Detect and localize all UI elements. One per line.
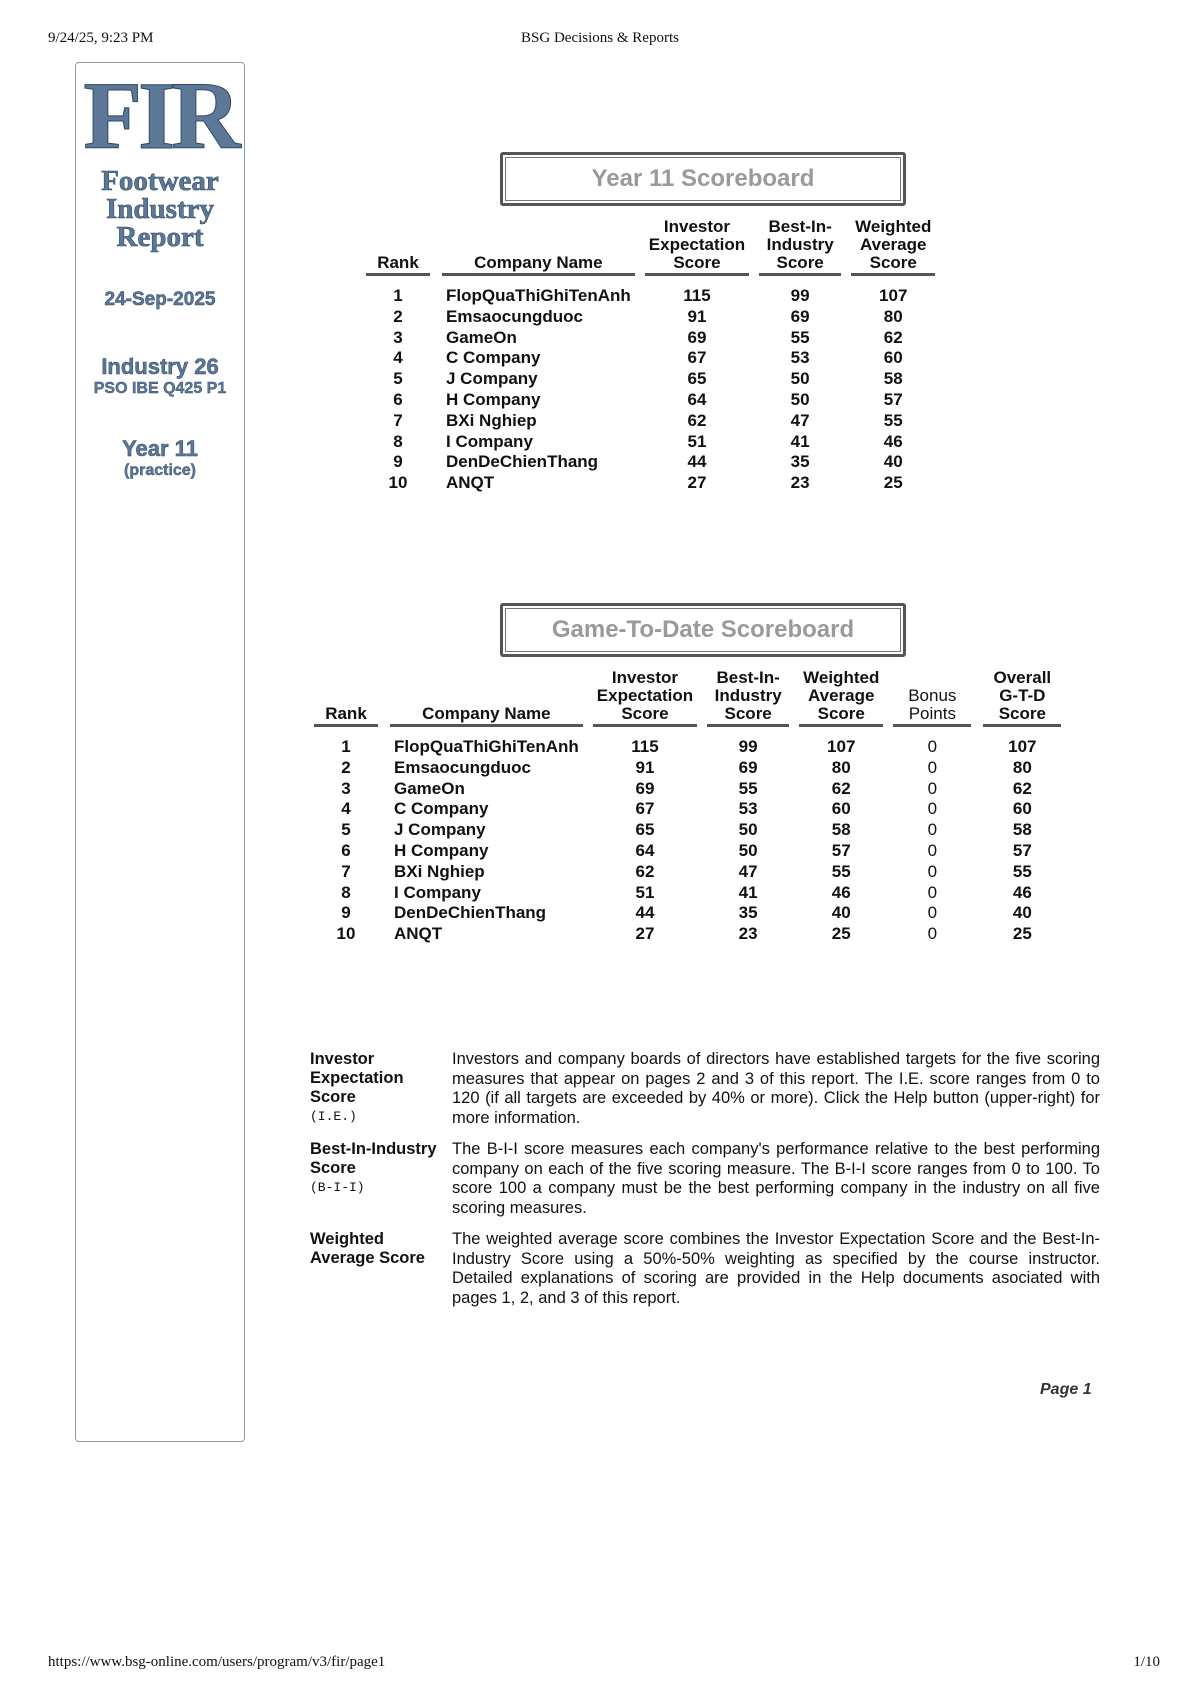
- bii-score-cell: 50: [790, 389, 810, 409]
- company-cell: GameOn: [394, 778, 465, 798]
- report-title-line: Report: [116, 221, 204, 253]
- col-bii: [707, 669, 789, 726]
- wa-score-cell: 80: [883, 306, 903, 326]
- report-date: 24-Sep-2025: [104, 289, 216, 310]
- company-cell: FlopQuaThiGhiTenAnh: [394, 737, 579, 756]
- wa-score-cell: 40: [883, 452, 903, 472]
- company-cell: J Company: [446, 369, 538, 389]
- report-title: [76, 167, 244, 251]
- wa-score-cell: 55: [831, 861, 851, 881]
- industry-label: Industry 26: [101, 354, 219, 379]
- definition-abbr: (I.E.): [310, 1109, 357, 1124]
- report-sidebar: [75, 62, 245, 1442]
- ie-score-cell: 115: [631, 737, 659, 756]
- bonus-points-cell: 0: [927, 757, 938, 777]
- year-label: Year 11: [122, 436, 198, 461]
- year-scoreboard-title: Year 11 Scoreboard: [505, 157, 901, 201]
- report-title-line: Industry: [106, 193, 214, 225]
- ie-score-cell: 115: [683, 286, 711, 305]
- bii-score-cell: 69: [790, 306, 810, 326]
- col-overall-line: Score: [998, 704, 1046, 723]
- col-bii-line: Industry: [714, 686, 782, 705]
- col-overall: [983, 669, 1061, 726]
- company-cell: BXi Nghiep: [446, 410, 537, 430]
- wa-score-cell: 57: [883, 389, 903, 409]
- bonus-points-cell: 0: [927, 924, 938, 944]
- col-bonus-line: Points: [908, 704, 956, 723]
- ie-score-cell: 62: [687, 410, 707, 430]
- company-cell: DenDeChienThang: [394, 903, 547, 923]
- wa-score-cell: 60: [831, 799, 851, 819]
- wa-score-cell: 55: [883, 410, 903, 430]
- bii-score-cell: 99: [790, 286, 810, 305]
- rank-cell: 3: [341, 778, 351, 798]
- table-row: [366, 473, 935, 494]
- wa-score-cell: 58: [831, 820, 851, 840]
- bonus-points-cell: 0: [927, 861, 938, 881]
- print-url[interactable]: [48, 1654, 385, 1671]
- table-row: [314, 779, 1061, 800]
- overall-score-cell: 40: [1012, 903, 1032, 923]
- wa-score-cell: 62: [831, 778, 851, 798]
- rank-cell: 2: [341, 757, 351, 777]
- overall-score-cell: 60: [1012, 799, 1032, 819]
- year-scoreboard-table: [366, 218, 935, 494]
- bii-score-cell: 23: [738, 924, 758, 944]
- ie-score-cell: 51: [687, 431, 707, 451]
- year-sublabel: (practice): [123, 462, 197, 479]
- table-row: [314, 924, 1061, 945]
- col-ie: [593, 669, 697, 726]
- bii-score-cell: 69: [738, 757, 758, 777]
- ie-score-cell: 51: [635, 882, 655, 902]
- col-wa: [799, 669, 883, 726]
- col-company: Company Name: [442, 218, 635, 275]
- ie-score-cell: 67: [635, 799, 655, 819]
- overall-score-cell: 58: [1012, 820, 1032, 840]
- table-row: [314, 799, 1061, 820]
- bonus-points-cell: 0: [927, 882, 938, 902]
- table-row: [366, 432, 935, 453]
- col-ie-line: Expectation: [596, 686, 694, 705]
- table-row: [366, 369, 935, 390]
- overall-score-cell: 80: [1012, 757, 1032, 777]
- overall-score-cell: 62: [1012, 778, 1032, 798]
- bii-score-cell: 35: [738, 903, 758, 923]
- col-bii-line: Best-In-: [768, 217, 832, 236]
- ie-score-cell: 69: [635, 778, 655, 798]
- gtd-scoreboard-rows: [314, 726, 1061, 945]
- rank-cell: 5: [341, 820, 351, 840]
- col-bii-line: Score: [776, 253, 824, 272]
- col-ie-line: Score: [621, 704, 669, 723]
- col-ie-line: Investor: [663, 217, 731, 236]
- company-cell: I Company: [394, 882, 481, 902]
- wa-score-cell: 46: [831, 882, 851, 902]
- rank-cell: 2: [393, 306, 403, 326]
- rank-cell: 7: [393, 410, 403, 430]
- wa-score-cell: 25: [831, 924, 851, 944]
- col-wa-line: Weighted: [855, 217, 932, 236]
- rank-cell: 8: [341, 882, 351, 902]
- bii-score-cell: 47: [790, 410, 810, 430]
- col-wa-line: Average: [808, 686, 875, 705]
- print-url-link[interactable]: https://www.bsg-online.com/users/program/v3/fir/page1: [48, 1654, 386, 1670]
- bii-score-cell: 23: [790, 473, 810, 493]
- table-row: [366, 328, 935, 349]
- col-wa-line: Weighted: [803, 668, 880, 687]
- col-ie-line: Score: [673, 253, 721, 272]
- definition-term-line: Score: [310, 1159, 356, 1177]
- bii-score-cell: 55: [738, 778, 758, 798]
- company-cell: ANQT: [446, 473, 495, 493]
- rank-cell: 10: [388, 473, 408, 493]
- wa-score-cell: 107: [827, 737, 856, 756]
- rank-cell: 1: [393, 286, 403, 305]
- print-title: BSG Decisions & Reports: [521, 30, 679, 46]
- definition-term: [310, 1050, 452, 1128]
- ie-score-cell: 69: [687, 327, 707, 347]
- rank-cell: 8: [393, 431, 403, 451]
- bii-score-cell: 47: [738, 861, 758, 881]
- rank-cell: 6: [341, 840, 351, 860]
- ie-score-cell: 65: [635, 820, 655, 840]
- col-wa-line: Score: [869, 253, 917, 272]
- wa-score-cell: 80: [831, 757, 851, 777]
- table-row: [314, 726, 1061, 758]
- page-label: Page 1: [1040, 1381, 1092, 1398]
- wa-score-cell: 60: [883, 348, 903, 368]
- rank-cell: 3: [393, 327, 403, 347]
- bii-score-cell: 53: [738, 799, 758, 819]
- industry-sublabel: PSO IBE Q425 P1: [93, 380, 227, 397]
- rank-cell: 4: [341, 799, 351, 819]
- bii-score-cell: 41: [790, 431, 810, 451]
- definition-text: The B-I-I score measures each company's performance relative to the best performing company on each of the five scoring measure. The B-I-I score ranges from 0 to 100. To score 100 a company must be the best performing company in the industry on all five scoring measures.: [452, 1140, 1100, 1217]
- gtd-scoreboard-title: Game-To-Date Scoreboard: [505, 608, 901, 652]
- definition-ie: [310, 1050, 1100, 1128]
- col-bii-line: Industry: [766, 235, 834, 254]
- ie-score-cell: 62: [635, 861, 655, 881]
- definition-term-line: Average Score: [310, 1249, 425, 1267]
- table-row: [314, 758, 1061, 779]
- col-overall-line: G-T-D: [999, 686, 1046, 705]
- year-scoreboard-rows: [366, 275, 935, 494]
- col-rank: Rank: [366, 218, 430, 275]
- col-bonus: [893, 669, 971, 726]
- company-cell: DenDeChienThang: [446, 452, 599, 472]
- wa-score-cell: 46: [883, 431, 903, 451]
- bii-score-cell: 99: [738, 737, 758, 756]
- table-row: [314, 841, 1061, 862]
- col-ie-line: Investor: [611, 668, 679, 687]
- print-datetime: 9/24/25, 9:23 PM: [48, 30, 154, 46]
- wa-score-cell: 40: [831, 903, 851, 923]
- definition-text: The weighted average score combines the Investor Expectation Score and the Best-In-Industry Score using a 50%-50% weighting as specified by the course instructor. Detailed explanations of scoring are provided in the Help documents asociated with pages 1, 2, and 3 of this report.: [452, 1230, 1100, 1307]
- rank-cell: 9: [341, 903, 351, 923]
- definition-term-line: Score: [310, 1088, 356, 1106]
- company-cell: C Company: [394, 799, 489, 819]
- ie-score-cell: 67: [687, 348, 707, 368]
- col-ie: [645, 218, 749, 275]
- ie-score-cell: 65: [687, 369, 707, 389]
- company-cell: FlopQuaThiGhiTenAnh: [446, 286, 631, 305]
- ie-score-cell: 64: [687, 389, 707, 409]
- wa-score-cell: 25: [883, 473, 903, 493]
- overall-score-cell: 57: [1012, 840, 1032, 860]
- report-title-line: Footwear: [101, 165, 219, 197]
- rank-cell: 6: [393, 389, 403, 409]
- wa-score-cell: 58: [883, 369, 903, 389]
- bii-score-cell: 55: [790, 327, 810, 347]
- rank-cell: 1: [341, 737, 351, 756]
- ie-score-cell: 91: [635, 757, 655, 777]
- definition-wa: [310, 1230, 1100, 1308]
- col-bii: [759, 218, 841, 275]
- print-page-count: 1/10: [1133, 1654, 1160, 1670]
- definition-bii: [310, 1140, 1100, 1218]
- col-ie-line: Expectation: [648, 235, 746, 254]
- col-bii-line: Score: [724, 704, 772, 723]
- table-row: [366, 275, 935, 307]
- col-wa-line: Score: [817, 704, 865, 723]
- bii-score-cell: 50: [790, 369, 810, 389]
- table-row: [366, 452, 935, 473]
- overall-score-cell: 46: [1012, 882, 1032, 902]
- col-bii-line: Best-In-: [716, 668, 780, 687]
- rank-cell: 4: [393, 348, 403, 368]
- rank-cell: 7: [341, 861, 351, 881]
- table-row: [314, 862, 1061, 883]
- table-row: [314, 820, 1061, 841]
- overall-score-cell: 107: [1008, 737, 1037, 756]
- bonus-points-cell: 0: [927, 820, 938, 840]
- overall-score-cell: 55: [1012, 861, 1032, 881]
- ie-score-cell: 91: [687, 306, 707, 326]
- definition-term-line: Investor: [310, 1050, 375, 1068]
- company-cell: BXi Nghiep: [394, 861, 485, 881]
- col-wa: [851, 218, 935, 275]
- fir-logo: FIR: [83, 62, 237, 169]
- bonus-points-cell: 0: [927, 737, 938, 756]
- definition-term: [310, 1230, 452, 1308]
- table-row: [314, 883, 1061, 904]
- bii-score-cell: 50: [738, 840, 758, 860]
- overall-score-cell: 25: [1012, 924, 1032, 944]
- bonus-points-cell: 0: [927, 840, 938, 860]
- col-wa-line: Average: [860, 235, 927, 254]
- bonus-points-cell: 0: [927, 903, 938, 923]
- table-row: [366, 390, 935, 411]
- company-cell: I Company: [446, 431, 533, 451]
- company-cell: H Company: [394, 840, 489, 860]
- table-row: [366, 348, 935, 369]
- company-cell: J Company: [394, 820, 486, 840]
- ie-score-cell: 27: [635, 924, 655, 944]
- rank-cell: 10: [336, 924, 356, 944]
- definition-term-line: Expectation: [310, 1069, 404, 1087]
- company-cell: Emsaocungduoc: [394, 757, 531, 777]
- table-row: [366, 307, 935, 328]
- ie-score-cell: 44: [635, 903, 655, 923]
- gtd-scoreboard-title-box: [500, 603, 906, 657]
- bii-score-cell: 53: [790, 348, 810, 368]
- wa-score-cell: 107: [879, 286, 908, 305]
- company-cell: ANQT: [394, 924, 443, 944]
- bonus-points-cell: 0: [927, 799, 938, 819]
- rank-cell: 9: [393, 452, 403, 472]
- definition-abbr: (B-I-I): [310, 1180, 365, 1195]
- rank-cell: 5: [393, 369, 403, 389]
- col-overall-line: Overall: [993, 668, 1052, 687]
- score-definitions: [310, 1050, 1100, 1320]
- definition-text: Investors and company boards of directors have established targets for the five scoring measures that appear on pages 2 and 3 of this report. The I.E. score ranges from 0 to 120 (if all targets are exceeded by 40% or more). Click the Help button (upper-right) for more information.: [452, 1050, 1100, 1127]
- ie-score-cell: 44: [687, 452, 707, 472]
- wa-score-cell: 62: [883, 327, 903, 347]
- definition-term-line: Best-In-Industry: [310, 1140, 437, 1158]
- col-rank: Rank: [314, 669, 378, 726]
- gtd-scoreboard-table: [314, 669, 1061, 945]
- company-cell: GameOn: [446, 327, 517, 347]
- table-row: [366, 411, 935, 432]
- table-row: [314, 903, 1061, 924]
- company-cell: H Company: [446, 389, 541, 409]
- col-company: Company Name: [390, 669, 583, 726]
- bonus-points-cell: 0: [927, 778, 938, 798]
- company-cell: C Company: [446, 348, 541, 368]
- definition-term-line: Weighted: [310, 1230, 384, 1248]
- bii-score-cell: 41: [738, 882, 758, 902]
- year-scoreboard-title-box: [500, 152, 906, 206]
- bii-score-cell: 50: [738, 820, 758, 840]
- ie-score-cell: 27: [687, 473, 707, 493]
- ie-score-cell: 64: [635, 840, 655, 860]
- company-cell: Emsaocungduoc: [446, 306, 583, 326]
- definition-term: [310, 1140, 452, 1218]
- bii-score-cell: 35: [790, 452, 810, 472]
- wa-score-cell: 57: [831, 840, 851, 860]
- col-bonus-line: Bonus: [908, 686, 957, 705]
